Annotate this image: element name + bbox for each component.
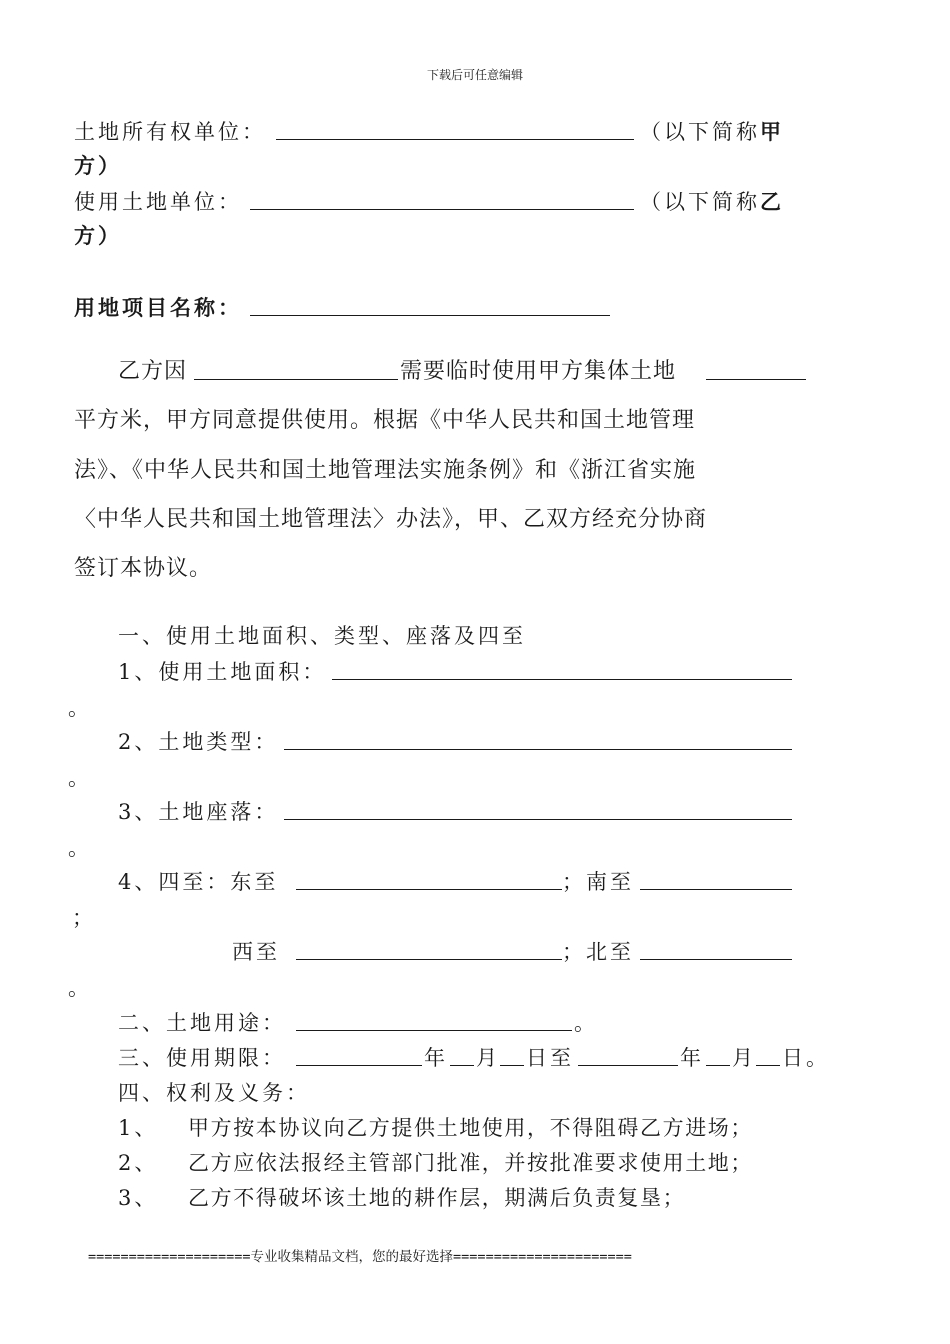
obligation-num-1: 1、 [118, 1116, 159, 1140]
section1-item1: 1、使用土地面积： [118, 660, 327, 684]
start-year-label: 年 [424, 1046, 448, 1070]
item1-period: 。 [68, 696, 92, 720]
project-blank [250, 315, 610, 316]
start-month-blank [450, 1065, 474, 1066]
west-label: 西至 [232, 940, 280, 964]
header-note: 下载后可任意编辑 [426, 68, 523, 82]
start-day-label: 日至 [526, 1046, 574, 1070]
user-label: 使用土地单位： [74, 190, 242, 214]
obligation-text-1: 甲方按本协议向乙方提供土地使用，不得阻碍乙方进场； [188, 1116, 753, 1140]
user-suffix-end: 方） [74, 223, 122, 248]
owner-label: 土地所有权单位： [74, 120, 266, 144]
start-year-blank [296, 1065, 422, 1066]
item4-period: 。 [68, 976, 92, 1000]
end-month-label: 月 [732, 1046, 756, 1070]
section1-title: 一、使用土地面积、类型、座落及四至 [118, 624, 526, 648]
obligation-num-2: 2、 [118, 1151, 159, 1175]
section1-item2: 2、土地类型： [118, 730, 279, 754]
item4-semicolon: ； [72, 906, 96, 930]
type-blank [284, 749, 792, 750]
user-suffix-text: （以下简称 [640, 190, 760, 214]
end-day-blank [756, 1065, 780, 1066]
obligation-text-3: 乙方不得破坏该土地的耕作层，期满后负责复垦； [188, 1186, 686, 1210]
user-blank [250, 209, 634, 210]
obligation-num-3: 3、 [118, 1186, 159, 1210]
south-blank [640, 889, 792, 890]
section4-title: 四、权利及义务： [118, 1081, 310, 1105]
item3-period: 。 [68, 836, 92, 860]
end-year-label: 年 [680, 1046, 704, 1070]
section3-title: 三、使用期限： [118, 1046, 286, 1070]
location-blank [284, 819, 792, 820]
owner-suffix [640, 116, 784, 146]
start-month-label: 月 [476, 1046, 500, 1070]
end-month-blank [706, 1065, 730, 1066]
intro-line2: 平方米，甲方同意提供使用。根据《中华人民共和国土地管理 [74, 408, 696, 433]
section2-end: 。 [574, 1011, 598, 1035]
south-label: ；南至 [562, 870, 634, 894]
area-blank [332, 679, 792, 680]
intro-area-blank [706, 379, 806, 380]
section1-item4: 4、四至：东至 [118, 870, 279, 894]
end-year-blank [578, 1065, 678, 1066]
user-suffix [640, 186, 784, 216]
start-day-blank [500, 1065, 524, 1066]
west-blank [296, 959, 562, 960]
project-label: 用地项目名称： [74, 295, 242, 320]
north-label: ；北至 [562, 940, 634, 964]
east-blank [296, 889, 562, 890]
intro-line1-a: 乙方因 [118, 359, 188, 384]
intro-line5: 签订本协议。 [74, 556, 213, 581]
purpose-blank [296, 1030, 572, 1031]
owner-blank [276, 139, 634, 140]
section1-item3: 3、土地座落： [118, 800, 279, 824]
end-day-label: 日。 [782, 1046, 830, 1070]
owner-suffix-bold: 甲 [760, 119, 784, 144]
user-suffix-bold: 乙 [760, 189, 784, 214]
owner-suffix-end: 方） [74, 153, 122, 178]
footer-banner: ====================专业收集精品文档，您的最好选择====================== [88, 1249, 632, 1265]
north-blank [640, 959, 792, 960]
intro-reason-blank [194, 379, 398, 380]
owner-suffix-text: （以下简称 [640, 120, 760, 144]
intro-line1-b: 需要临时使用甲方集体土地 [400, 359, 677, 384]
intro-line4: 〈中华人民共和国土地管理法〉办法》，甲、乙双方经充分协商 [74, 507, 708, 532]
intro-line3: 法》、《中华人民共和国土地管理法实施条例》和《浙江省实施 [74, 458, 697, 483]
section2-title: 二、土地用途： [118, 1011, 286, 1035]
item2-period: 。 [68, 766, 92, 790]
obligation-text-2: 乙方应依法报经主管部门批准，并按批准要求使用土地； [188, 1151, 753, 1175]
